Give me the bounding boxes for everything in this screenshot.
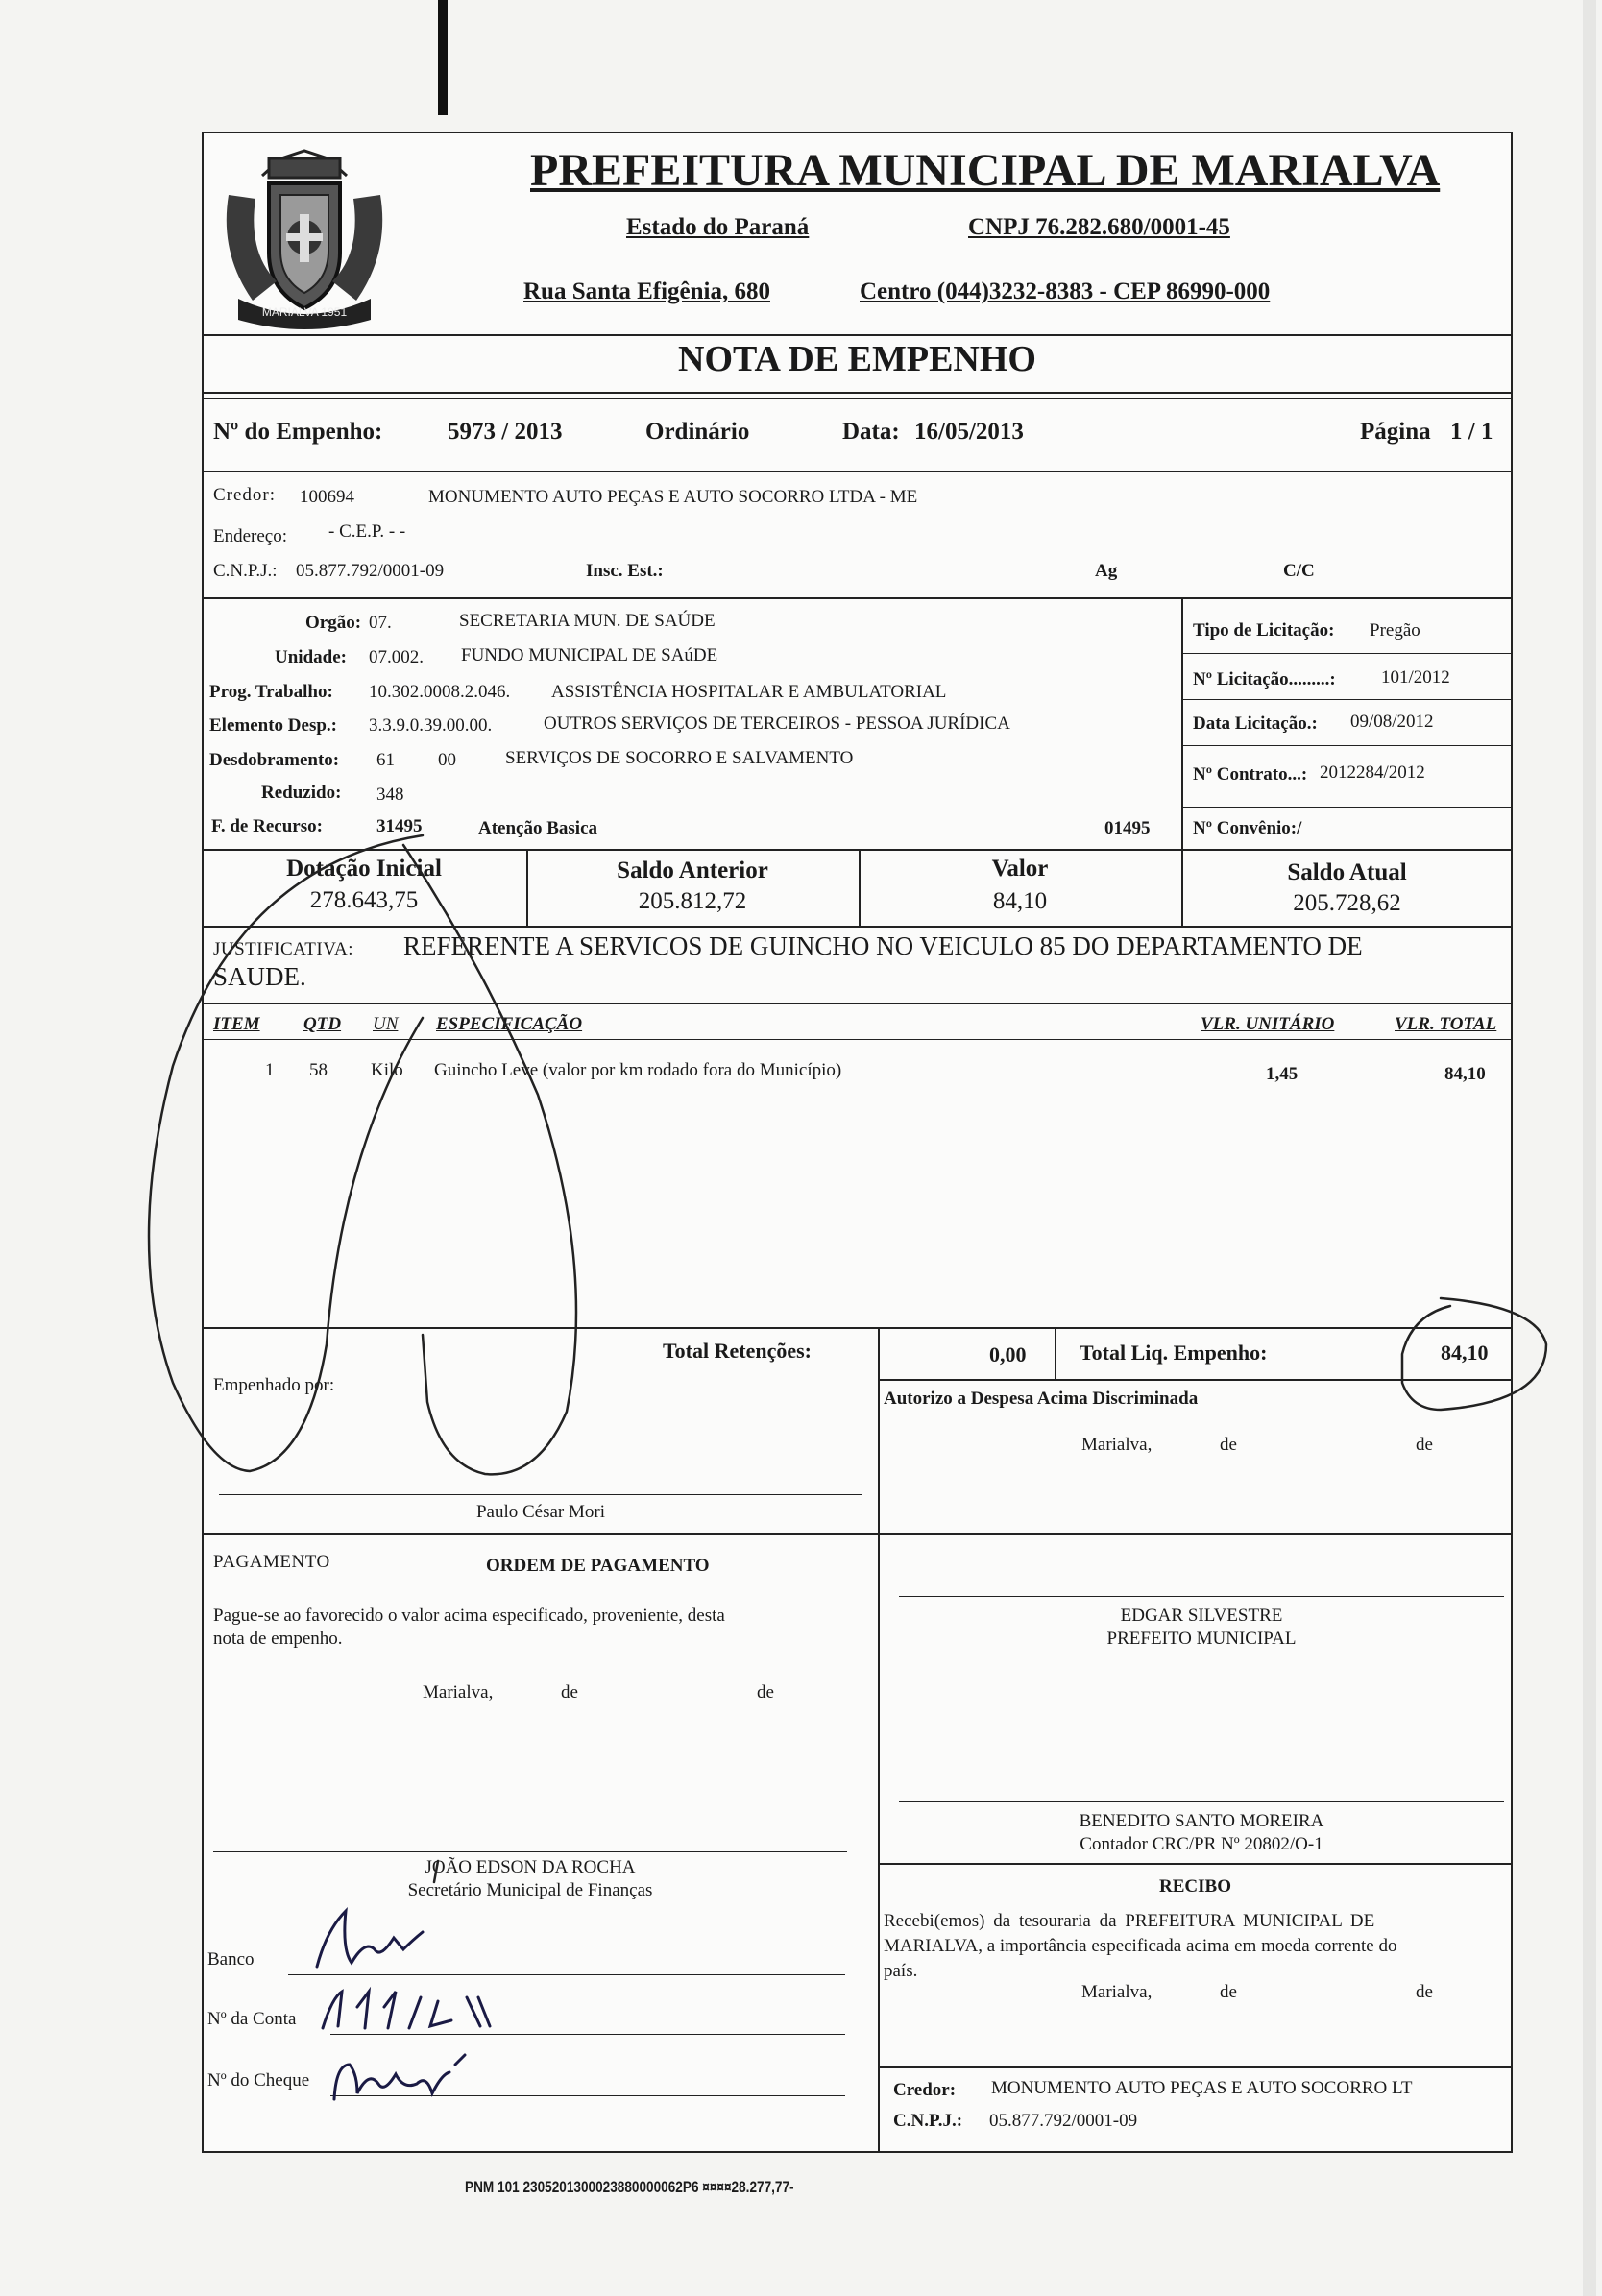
credor-code: 100694 xyxy=(300,487,354,507)
elemento-code: 3.3.9.0.39.00.00. xyxy=(369,715,493,736)
prog-trabalho-label: Prog. Trabalho: xyxy=(209,682,333,702)
numero-licitacao-value: 101/2012 xyxy=(1381,667,1450,688)
recibo-de-2: de xyxy=(1416,1982,1433,2002)
valor-label: Valor xyxy=(991,856,1049,882)
retencoes-label: Total Retenções: xyxy=(663,1339,812,1363)
valor-value: 84,10 xyxy=(992,888,1048,914)
pagamento-text: Pague-se ao favorecido o valor acima especificado, proveniente, desta xyxy=(213,1606,725,1626)
item-un: Kilo xyxy=(371,1060,403,1080)
prefeito-role: PREFEITO MUNICIPAL xyxy=(1106,1629,1297,1649)
recibo-city: Marialva, xyxy=(1081,1982,1153,2002)
justificativa-text-continued: SAUDE. xyxy=(213,962,306,991)
contador-name: BENEDITO SANTO MOREIRA xyxy=(1079,1811,1324,1831)
item-vlr-unitario: 1,45 xyxy=(1266,1064,1299,1084)
prefeito-name: EDGAR SILVESTRE xyxy=(1120,1606,1283,1626)
retencoes-value: 0,00 xyxy=(989,1342,1027,1366)
pagamento-city: Marialva, xyxy=(423,1682,494,1703)
desdobramento-label: Desdobramento: xyxy=(209,750,340,770)
endereco-value: - C.E.P. - - xyxy=(328,521,406,542)
recibo-cnpj-label: C.N.P.J.: xyxy=(893,2111,963,2131)
secretario-name: JOÃO EDSON DA ROCHA xyxy=(425,1857,636,1877)
numero-licitacao-label: Nº Licitação.........: xyxy=(1193,669,1336,689)
dotacao-value: 278.643,75 xyxy=(309,887,419,913)
document-title: NOTA DE EMPENHO xyxy=(678,339,1036,379)
reduzido-value: 348 xyxy=(376,785,404,805)
autorizo-label: Autorizo a Despesa Acima Discriminada xyxy=(884,1389,1199,1409)
pagamento-de-2: de xyxy=(757,1682,774,1703)
municipal-coat-of-arms xyxy=(209,137,400,334)
state-label: Estado do Paraná xyxy=(626,214,810,240)
recibo-text-end: país. xyxy=(884,1961,918,1981)
secretario-role: Secretário Municipal de Finanças xyxy=(407,1880,653,1900)
recurso-label: F. de Recurso: xyxy=(211,816,323,836)
item-especificacao: Guincho Leve (valor por km rodado fora do Município) xyxy=(434,1060,842,1080)
empenhado-label: Empenhado por: xyxy=(213,1375,335,1395)
empenho-date-label: Data: xyxy=(842,419,900,445)
col-vlr-total: VLR. TOTAL xyxy=(1395,1014,1497,1034)
empenho-date: 16/05/2013 xyxy=(914,419,1024,445)
unidade-code: 07.002. xyxy=(369,647,424,667)
cc-label: C/C xyxy=(1283,561,1315,581)
orgao-code: 07. xyxy=(369,613,392,633)
col-qtd: QTD xyxy=(303,1014,342,1034)
recurso-name: Atenção Basica xyxy=(478,818,598,838)
tipo-licitacao-label: Tipo de Licitação: xyxy=(1193,620,1335,640)
empenho-number: 5973 / 2013 xyxy=(448,419,563,445)
scan-edge xyxy=(1583,0,1596,2296)
elemento-name: OUTROS SERVIÇOS DE TERCEIROS - PESSOA JURÍDICA xyxy=(544,713,1010,734)
saldo-anterior-label: Saldo Anterior xyxy=(617,858,768,883)
cnpj-label: C.N.P.J.: xyxy=(213,561,278,581)
recibo-title: RECIBO xyxy=(1159,1876,1231,1897)
credor-label: Credor: xyxy=(213,485,277,505)
recurso-number: 01495 xyxy=(1104,818,1151,838)
item-number: 1 xyxy=(265,1060,275,1080)
insc-est-label: Insc. Est.: xyxy=(586,561,664,581)
credor-cnpj: 05.877.792/0001-09 xyxy=(296,561,445,581)
item-qtd: 58 xyxy=(309,1060,328,1080)
page-title: PREFEITURA MUNICIPAL DE MARIALVA xyxy=(530,145,1441,196)
page-label: Página xyxy=(1360,419,1431,445)
recibo-text-continued: MARIALVA, a importância especificada acima em moeda corrente do xyxy=(884,1936,1397,1956)
autorizo-city: Marialva, xyxy=(1081,1435,1153,1455)
col-un: UN xyxy=(373,1014,399,1034)
contrato-label: Nº Contrato...: xyxy=(1193,764,1308,785)
total-liquido-label: Total Liq. Empenho: xyxy=(1080,1341,1268,1365)
unidade-label: Unidade: xyxy=(275,647,347,667)
cnpj-header: CNPJ 76.282.680/0001-45 xyxy=(968,214,1230,240)
empenhado-por-name: Paulo César Mori xyxy=(475,1502,606,1522)
pagamento-text-continued: nota de empenho. xyxy=(213,1629,343,1649)
elemento-label: Elemento Desp.: xyxy=(209,715,337,736)
tipo-licitacao-value: Pregão xyxy=(1370,620,1420,640)
saldo-atual-value: 205.728,62 xyxy=(1293,890,1401,916)
recibo-text: Recebi(emos) da tesouraria da PREFEITURA MUNICIPAL DE xyxy=(884,1911,1375,1931)
pagamento-de-1: de xyxy=(561,1682,578,1703)
autorizo-de-1: de xyxy=(1220,1435,1237,1455)
saldo-atual-label: Saldo Atual xyxy=(1287,859,1407,885)
prog-trabalho-name: ASSISTÊNCIA HOSPITALAR E AMBULATORIAL xyxy=(551,682,947,702)
justificativa-text: REFERENTE A SERVICOS DE GUINCHO NO VEICULO 85 DO DEPARTAMENTO DE xyxy=(403,931,1363,960)
dotacao-label: Dotação Inicial xyxy=(286,856,442,882)
unidade-name: FUNDO MUNICIPAL DE SAúDE xyxy=(461,645,718,665)
numero-cheque-label: Nº do Cheque xyxy=(207,2070,310,2091)
recurso-code: 31495 xyxy=(376,816,423,836)
pagamento-label: PAGAMENTO xyxy=(213,1552,330,1572)
recibo-credor-label: Credor: xyxy=(893,2080,957,2100)
recibo-cnpj: 05.877.792/0001-09 xyxy=(989,2111,1138,2131)
ordem-pagamento-label: ORDEM DE PAGAMENTO xyxy=(486,1556,710,1576)
justificativa-label: JUSTIFICATIVA: xyxy=(213,939,354,959)
banco-label: Banco xyxy=(207,1949,255,1970)
desdobramento-name: SERVIÇOS DE SOCORRO E SALVAMENTO xyxy=(505,748,854,768)
recibo-credor-name: MONUMENTO AUTO PEÇAS E AUTO SOCORRO LT xyxy=(991,2078,1413,2098)
scan-mark xyxy=(438,0,448,115)
address-header: Rua Santa Efigênia, 680 xyxy=(523,278,770,304)
page-number: 1 / 1 xyxy=(1450,419,1493,445)
recibo-de-1: de xyxy=(1220,1982,1237,2002)
footer-barcode-text: PNM 101 2305201300023880000062P6 ¤¤¤¤28.277,77- xyxy=(465,2178,794,2196)
col-item: ITEM xyxy=(213,1014,260,1034)
autorizo-de-2: de xyxy=(1416,1435,1433,1455)
data-licitacao-label: Data Licitação.: xyxy=(1193,713,1318,734)
col-vlr-unitario: VLR. UNITÁRIO xyxy=(1201,1014,1335,1034)
convenio-label: Nº Convênio:/ xyxy=(1193,818,1302,838)
saldo-anterior-value: 205.812,72 xyxy=(638,888,747,914)
desdobramento-sub: 00 xyxy=(438,750,456,770)
contrato-value: 2012284/2012 xyxy=(1320,762,1425,783)
empenho-type: Ordinário xyxy=(645,419,750,445)
district-phone-header: Centro (044)3232-8383 - CEP 86990-000 xyxy=(860,278,1271,304)
ag-label: Ag xyxy=(1095,561,1118,581)
numero-conta-label: Nº da Conta xyxy=(207,2009,297,2029)
col-especificacao: ESPECIFICAÇÃO xyxy=(436,1014,583,1034)
reduzido-label: Reduzido: xyxy=(261,783,342,803)
data-licitacao-value: 09/08/2012 xyxy=(1350,712,1434,732)
total-liquido-value: 84,10 xyxy=(1441,1341,1489,1365)
orgao-name: SECRETARIA MUN. DE SAÚDE xyxy=(459,611,716,631)
contador-role: Contador CRC/PR Nº 20802/O-1 xyxy=(1080,1834,1323,1854)
svg-text:MARIALVA 1951: MARIALVA 1951 xyxy=(261,305,348,319)
item-vlr-total: 84,10 xyxy=(1444,1064,1486,1084)
desdobramento-code: 61 xyxy=(376,750,395,770)
prog-trabalho-code: 10.302.0008.2.046. xyxy=(369,682,511,702)
credor-name: MONUMENTO AUTO PEÇAS E AUTO SOCORRO LTDA - ME xyxy=(428,487,918,507)
orgao-label: Orgão: xyxy=(305,613,362,633)
endereco-label: Endereço: xyxy=(213,526,288,546)
empenho-number-label: Nº do Empenho: xyxy=(213,419,383,445)
